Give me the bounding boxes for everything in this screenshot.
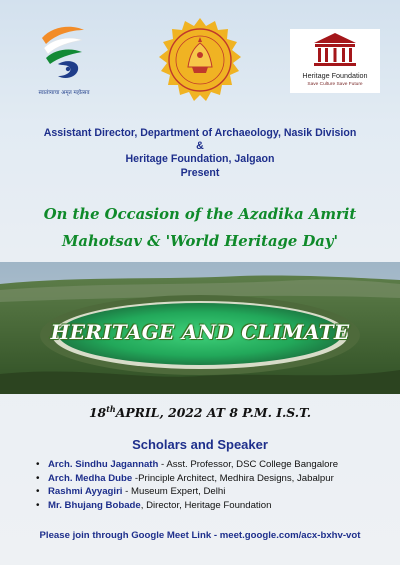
- heritage-foundation-tagline: Save Culture Save Future: [307, 82, 363, 87]
- state-seal-icon: [157, 17, 243, 103]
- speaker-item: [36, 472, 396, 486]
- speaker-detail: , Director, Heritage Foundation: [140, 499, 272, 511]
- occasion-heading: [0, 201, 400, 255]
- event-date: [0, 404, 400, 420]
- speaker-name: Mr. Bhujang Bobade: [48, 499, 141, 511]
- speaker-name: Rashmi Ayyagiri: [48, 486, 123, 498]
- bullet-icon: •: [36, 486, 40, 498]
- bullet-icon: •: [36, 499, 40, 511]
- google-meet-link[interactable]: meet.google.com/acx-bxhv-vot: [219, 530, 361, 541]
- speaker-item: [36, 485, 396, 499]
- speaker-detail: - Asst. Professor, DSC College Bangalore: [158, 459, 339, 470]
- banner-title: HERITAGE AND CLIMATE: [50, 320, 350, 344]
- speaker-item: [36, 499, 396, 513]
- join-text: Please join through Google Meet Link -: [39, 530, 220, 541]
- heritage-foundation-logo: [290, 29, 380, 93]
- speaker-item: [36, 458, 396, 472]
- heritage-foundation-name: Heritage Foundation: [302, 71, 368, 80]
- event-day-suffix: th: [106, 404, 116, 414]
- join-line: [0, 530, 400, 541]
- presenter-line-2: Heritage Foundation, Jalgaon: [125, 153, 275, 166]
- temple-icon: [290, 29, 380, 71]
- presenter-line-1: Assistant Director, Department of Archaeology, Nasik Division: [43, 127, 357, 139]
- azadi-ka-amrit-mahotsav-logo: [28, 20, 100, 100]
- speaker-name: Arch. Sindhu Jagannath: [48, 459, 159, 470]
- speaker-detail: -Principle Architect, Medhira Designs, Jabalpur: [132, 472, 334, 484]
- amrit-mahotsav-emblem-icon: [28, 20, 100, 86]
- occasion-line-1: On the Occasion of the Azadika Amrit: [43, 206, 357, 223]
- speakers-heading: Scholars and Speaker: [132, 437, 268, 452]
- maharashtra-state-seal: [157, 17, 243, 103]
- event-day: 18: [88, 405, 107, 421]
- bullet-icon: •: [36, 472, 40, 484]
- occasion-line-2: Mahotsav & 'World Heritage Day': [61, 233, 339, 250]
- presenters-block: [0, 127, 400, 180]
- amrit-mahotsav-tagline: स्वातंत्र्याचा अमृत महोत्सव: [38, 90, 90, 96]
- bullet-icon: •: [36, 459, 40, 470]
- event-date-rest: APRIL, 2022 AT 8 P.M. I.S.T.: [115, 405, 312, 421]
- presenter-ampersand: &: [196, 140, 204, 153]
- presenter-present: Present: [180, 166, 220, 179]
- speaker-detail: - Museum Expert, Delhi: [122, 486, 226, 498]
- speaker-name: Arch. Medha Dube: [48, 472, 133, 484]
- speakers-list: [36, 458, 396, 512]
